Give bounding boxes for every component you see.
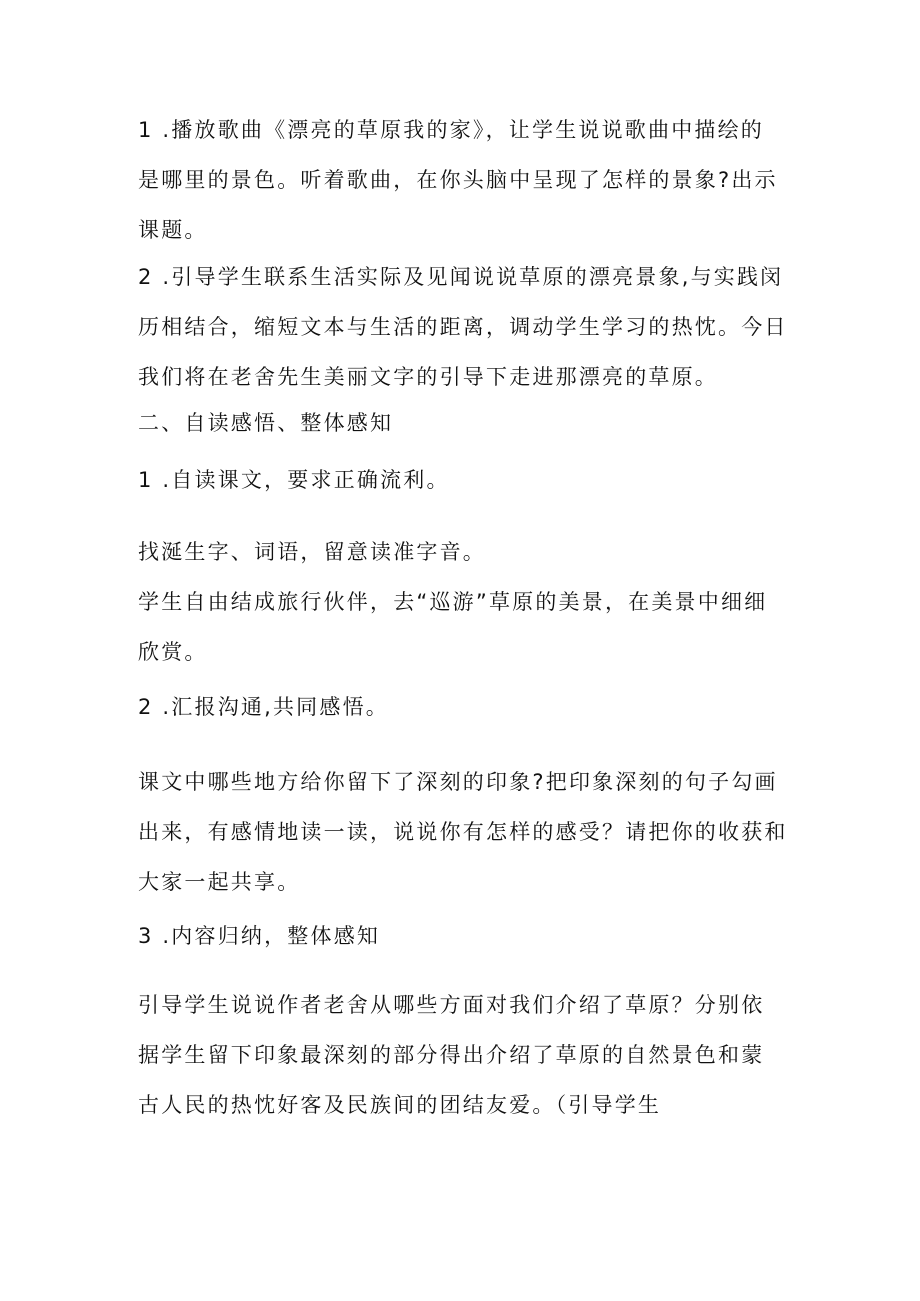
paragraph-travel-partners [138,577,798,677]
section-heading: 二、自读感悟、整体感知 [138,411,394,435]
paragraph-step-2-guide-students [138,252,798,402]
paragraph-content-summary [138,911,798,961]
text-line: 大家一起共享。 [138,870,301,894]
text-line: 2 .引导学生联系生活实际及见闻说说草原的漂亮景象,与实践闵 [138,265,784,289]
text-line: 出来，有感情地读一读，说说你有怎样的感受？请把你的收获和 [138,820,788,844]
section-heading-self-reading [138,398,798,448]
text-line: 欣赏。 [138,640,208,664]
text-line: 据学生留下印象最深刻的部分得出介绍了草原的自然景色和蒙 [138,1043,765,1067]
text-line: 古人民的热忱好客及民族间的团结友爱。（引导学生 [138,1093,662,1117]
text-line: 我们将在老舍先生美丽文字的引导下走进那漂亮的草原。 [138,365,718,389]
text-line: 2 .汇报沟通,共同感悟。 [138,695,389,719]
paragraph-deep-impression [138,757,798,907]
text-line: 历相结合，缩短文本与生活的距离，调动学生学习的热忱。今日 [138,315,788,339]
text-line: 1 .播放歌曲《漂亮的草原我的家》，让学生说说歌曲中描绘的 [138,118,765,142]
text-line: 课题。 [138,218,208,242]
text-line: 1 .自读课文，要求正确流利。 [138,468,450,492]
text-line: 学生自由结成旅行伙伴，去“巡游”草原的美景，在美景中细细 [138,590,768,614]
text-line: 是哪里的景色。听着歌曲，在你头脑中呈现了怎样的景象?出示 [138,168,778,192]
text-line: 找涎生字、词语，留意读准字音。 [138,540,486,564]
paragraph-self-read-text [138,455,798,505]
paragraph-find-new-words [138,527,798,577]
text-line: 引导学生说说作者老舍从哪些方面对我们介绍了草原？分别依 [138,993,765,1017]
text-line: 课文中哪些地方给你留下了深刻的印象?把印象深刻的句子勾画 [138,770,778,794]
paragraph-report-communicate [138,682,798,732]
paragraph-guide-lao-she [138,980,798,1130]
text-line: 3 .内容归纳，整体感知 [138,924,381,948]
paragraph-step-1-play-song [138,105,798,255]
